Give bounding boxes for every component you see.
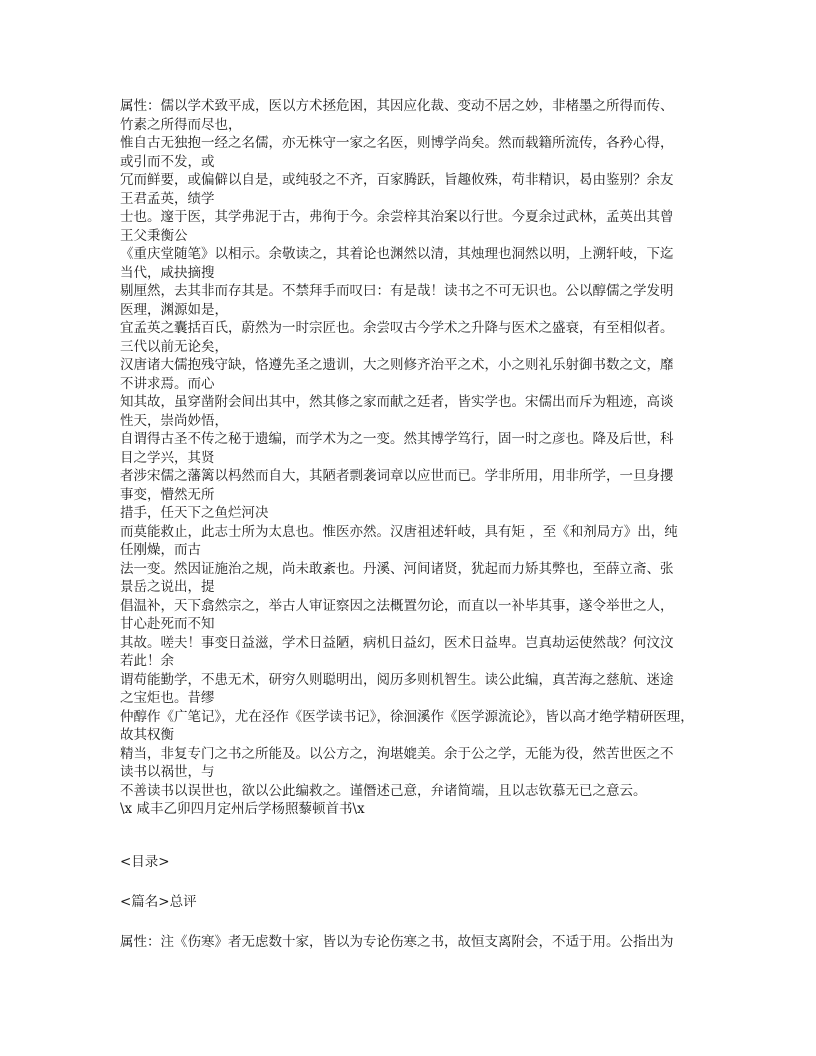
text-line: 任刚燥，而古	[120, 542, 201, 558]
text-line: 或引而不发，或	[120, 153, 215, 170]
text-line: 而莫能救止，此志士所为太息也。惟医亦然。汉唐祖述轩岐，具有矩 ，至《和剂局方》出，纯	[120, 523, 678, 540]
text-line: 王父秉衡公	[120, 227, 188, 244]
text-line: 宜孟英之囊括百氏，蔚然为一时宗匠也。余尝叹古今学术之升降与医术之盛衰，有至相似者。	[120, 320, 674, 336]
text-line: 《重庆堂随笔》以相示。余敬读之，其着论也渊然以清，其烛理也洞然以明，上溯轩岐，下迄	[120, 246, 674, 262]
text-line: 士也。邃于医，其学弗泥于古，弗徇于今。余尝梓其治案以行世。今夏余过武林，孟英出其曾	[120, 209, 674, 225]
text-line: 三代以前无论矣，	[120, 338, 228, 355]
text-line: 王君孟英，绩学	[120, 190, 215, 207]
text-line: 仲醇作《广笔记》，尤在泾作《医学读书记》，徐洄溪作《医学源流论》，皆以高才绝学精研医理，	[120, 708, 694, 725]
text-line: 若此！余	[120, 653, 174, 669]
text-line: 倡温补，天下翕然宗之，举古人审证察因之法概置勿论，而直以一补毕其事，遂令举世之人，	[120, 597, 674, 614]
text-line: 自谓得古圣不传之秘于遗编，而学术为之一变。然其博学笃行，固一时之彦也。降及后世，科	[120, 431, 674, 447]
text-line: 者涉宋儒之藩篱以杩然而自大，其陋者剽袭词章以应世而已。学非所用，用非所学，一旦身攖	[120, 468, 674, 484]
text-line: 冗而鲜要，或偏僻以自是，或纯驳之不齐，百家腾跃，旨趣攸殊，苟非精识，曷由鉴别？余友	[120, 172, 674, 188]
text-line: 性天，崇尚妙悟，	[120, 412, 228, 429]
text-line: 知其故，虽穿凿附会间出其中，然其修之家而献之廷者，皆实学也。宋儒出而斥为粗迹，高谈	[120, 394, 674, 410]
text-line: 措手，任天下之鱼烂河决	[120, 505, 269, 521]
text-line: 精当，非复专门之书之所能及。以公方之，洵堪媲美。余于公之学，无能为役，然苦世医之不	[120, 745, 674, 762]
preface-paragraph	[120, 97, 696, 819]
text-line: 医理，渊源如是，	[120, 301, 228, 318]
text-line: 故其权衡	[120, 727, 174, 743]
next-paragraph-line: 属性：注《伤寒》者无虑数十家，皆以为专论伤寒之书，故恒支离附会，不适于用。公指出为	[120, 934, 674, 950]
text-line: 谓苟能勤学，不患无术，研穷久则聪明出，阅历多则机智生。读公此编，真苦海之慈航、迷途	[120, 671, 674, 688]
text-line: \x 咸丰乙卯四月定州后学杨照藜顿首书\x	[120, 801, 365, 817]
text-line: 目之学兴，其贤	[120, 449, 215, 466]
text-line: 读书以祸世，与	[120, 764, 215, 780]
text-line: 属性：儒以学术致平成，医以方术拯危困，其因应化裁、变动不居之妙，非楮墨之所得而传、	[120, 98, 674, 114]
text-line: 法一变。然因证施治之规，尚未敢紊也。丹溪、河间诸贤，犹起而力矫其弊也，至薛立斋、张	[120, 560, 674, 577]
text-line: 汉唐诸大儒抱残守缺，恪遵先圣之遗训，大之则修齐治平之术，小之则礼乐射御书数之文，靡	[120, 357, 674, 373]
text-line: 惟自古无独抱一经之名儒，亦无株守一家之名医，则博学尚矣。然而载籍所流传，各矜心得，	[120, 135, 674, 151]
text-line: 剔厘然，去其非而存其是。不禁拜手而叹曰：有是哉！读书之不可无识也。公以醇儒之学发明	[120, 283, 674, 299]
text-line: 景岳之说出，提	[120, 579, 215, 595]
text-line: 之宝炬也。昔缪	[120, 690, 215, 706]
chapter-heading: <篇名>总评	[120, 894, 197, 910]
text-line: 甘心赴死而不知	[120, 616, 215, 632]
text-line: 竹素之所得而尽也，	[120, 116, 242, 133]
text-line: 其故。嗟夫！事变日益滋，学术日益陋，病机日益幻，医术日益卑。岂真劫运使然哉？何汶汶	[120, 634, 674, 651]
toc-heading: <目录>	[120, 854, 170, 870]
text-line: 事变，懵然无所	[120, 486, 215, 503]
text-line: 不善读书以误世也，欲以公此编救之。谨僭述己意，弁诸简端，且以志钦慕无已之意云。	[120, 782, 647, 799]
text-line: 不讲求焉。而心	[120, 375, 215, 392]
text-line: 当代，咸抉摘搜	[120, 264, 215, 281]
